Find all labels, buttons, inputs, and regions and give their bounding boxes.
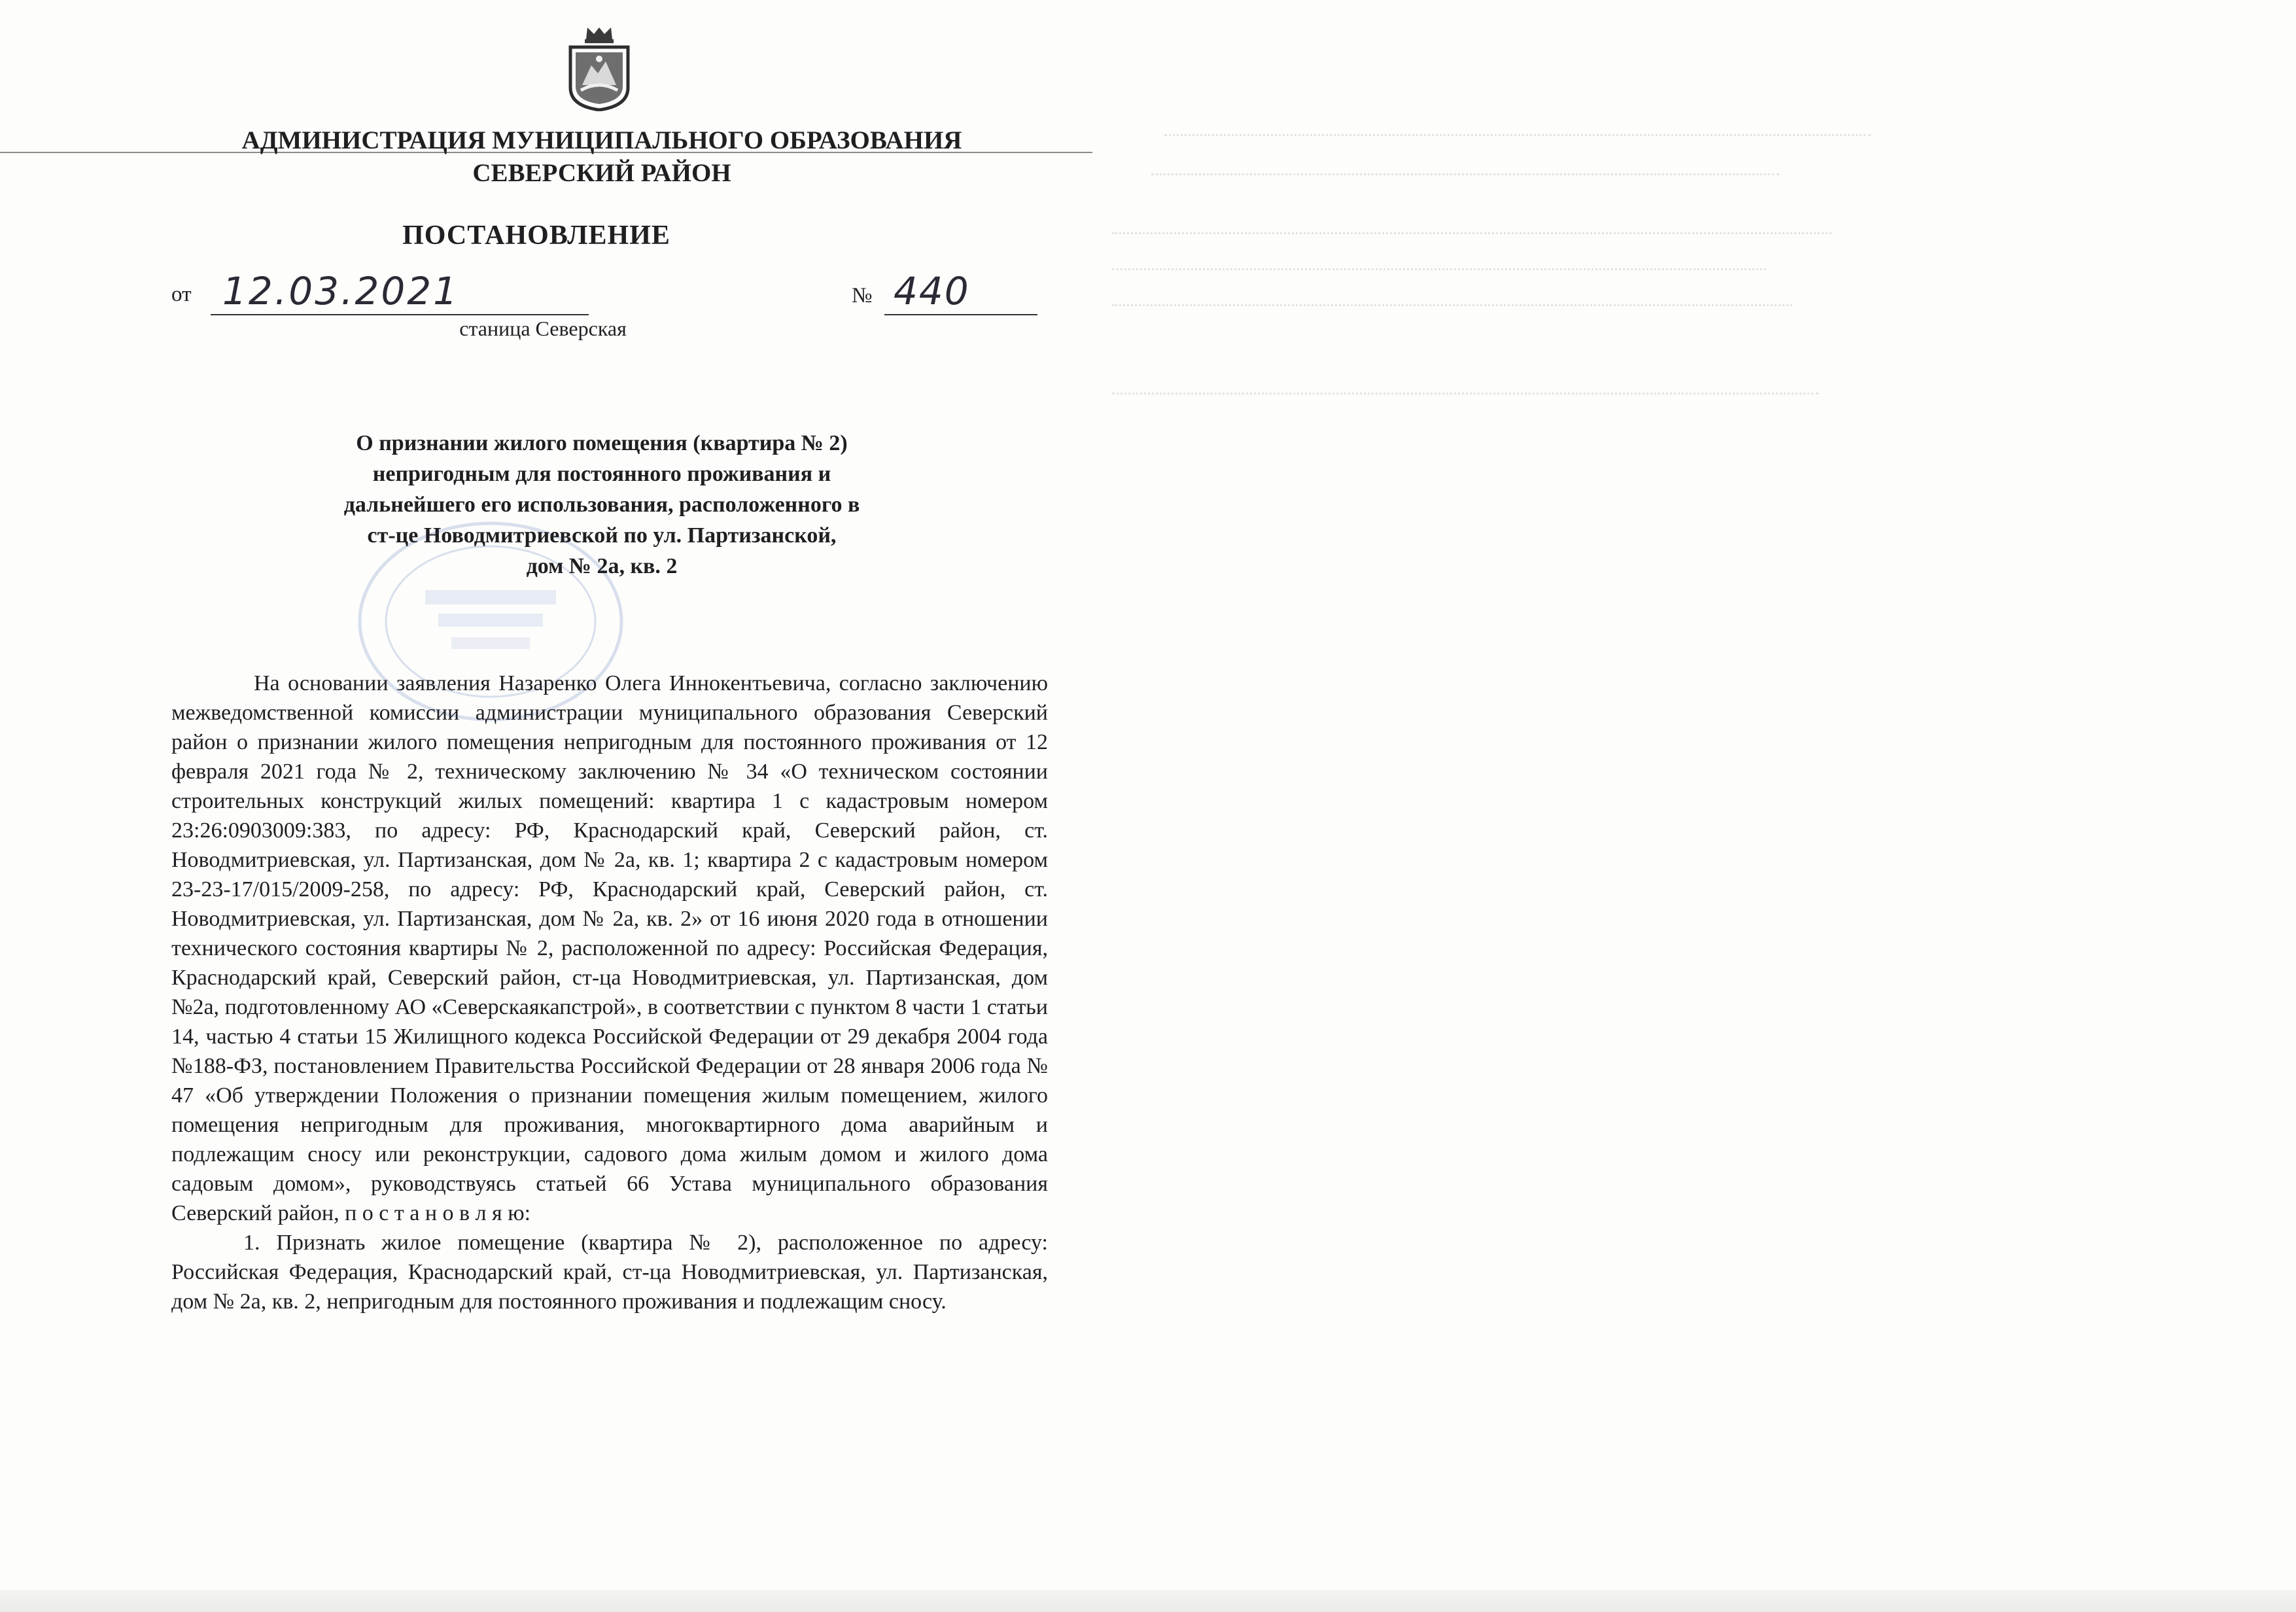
bleed-through-line [1112, 393, 1818, 394]
document-subject [249, 428, 955, 582]
body-paragraph: На основании заявления Назаренко Олега Иннокентьевича, согласно заключению межведомственной комиссии администрации муниципального образования Северский район о признании жилого помещения непригодным для постоянного проживания от 12 февраля 2021 года № 2, техническому заключению № 34 «О техническом состоянии строительных конструкций жилых помещений: квартира 1 с кадастровым номером 23:26:0903009:383, по адресу: РФ, Краснодарский край, Северский район, ст. Новодмитриевская, ул. Партизанская, дом № 2а, кв. 1; квартира 2 с кадастровым номером 23-23-17/015/2009-258, по адресу: РФ, Краснодарский край, Северский район, ст. Новодмитриевская, ул. Партизанская, дом № 2а, кв. 2» от 16 июня 2020 года в отношении технического состояния квартиры № 2, расположенной по адресу: Российская Федерация, Краснодарский край, Северский район, ст-ца Новодмитриевская, ул. Партизанская, дом №2а, подготовленному АО «Северскаякапстрой», в соответствии с пунктом 8 части 1 статьи 14, частью 4 статьи 15 Жилищного кодекса Российской Федерации от 29 декабря 2004 года №188-ФЗ, постановлением Правительства Российской Федерации от 28 января 2006 года № 47 «Об утверждении Положения о признании помещения жилым помещением, жилого помещения непригодным для проживания, многоквартирного дома аварийным и подлежащим сносу или реконструкции, садового дома жилым домом и жилого дома садовым домом», руководствуясь статьей 66 Устава муниципального образования Северский район, п о с т а н о в л я ю: [171, 671, 1048, 1225]
coat-of-arms-icon [568, 25, 631, 111]
subject-line-2: непригодным для постоянного проживания и [372, 462, 831, 486]
date-prefix: от [171, 283, 192, 306]
organization-line-2: СЕВЕРСКИЙ РАЙОН [472, 159, 731, 187]
bleed-through-line [1112, 268, 1766, 270]
subject-line-5: дом № 2а, кв. 2 [526, 554, 678, 578]
organization-line-1: АДМИНИСТРАЦИЯ МУНИЦИПАЛЬНОГО ОБРАЗОВАНИЯ [241, 126, 962, 154]
organization-name [157, 124, 1047, 190]
resolution-item-1: 1. Признать жилое помещение (квартира № 2), расположенное по адресу: Российская Федерация, Краснодарский край, ст-ца Новодмитриевская, ул. Партизанская, дом № 2а, кв. 2, непригодным для постоянного проживания и подлежащим сносу. [171, 1231, 1048, 1314]
bleed-through-line [1151, 173, 1779, 175]
subject-line-4: ст-це Новодмитриевской по ул. Партизанской, [367, 523, 837, 548]
number-prefix: № [852, 284, 873, 307]
document-body [171, 669, 1048, 1316]
bleed-through-line [1112, 232, 1832, 234]
date-number-row [171, 268, 1035, 321]
bleed-through-line [1112, 304, 1792, 306]
document-type-title: ПОСТАНОВЛЕНИЕ [402, 220, 670, 251]
bleed-through-line [1164, 134, 1871, 136]
subject-line-1: О признании жилого помещения (квартира № 2) [356, 431, 848, 455]
scan-bottom-edge [0, 1590, 2296, 1612]
number-handwritten: 440 [884, 268, 1037, 315]
date-handwritten: 12.03.2021 [211, 268, 589, 315]
subject-line-3: дальнейшего его использования, расположенного в [343, 493, 860, 517]
place-of-issue: станица Северская [459, 317, 627, 340]
